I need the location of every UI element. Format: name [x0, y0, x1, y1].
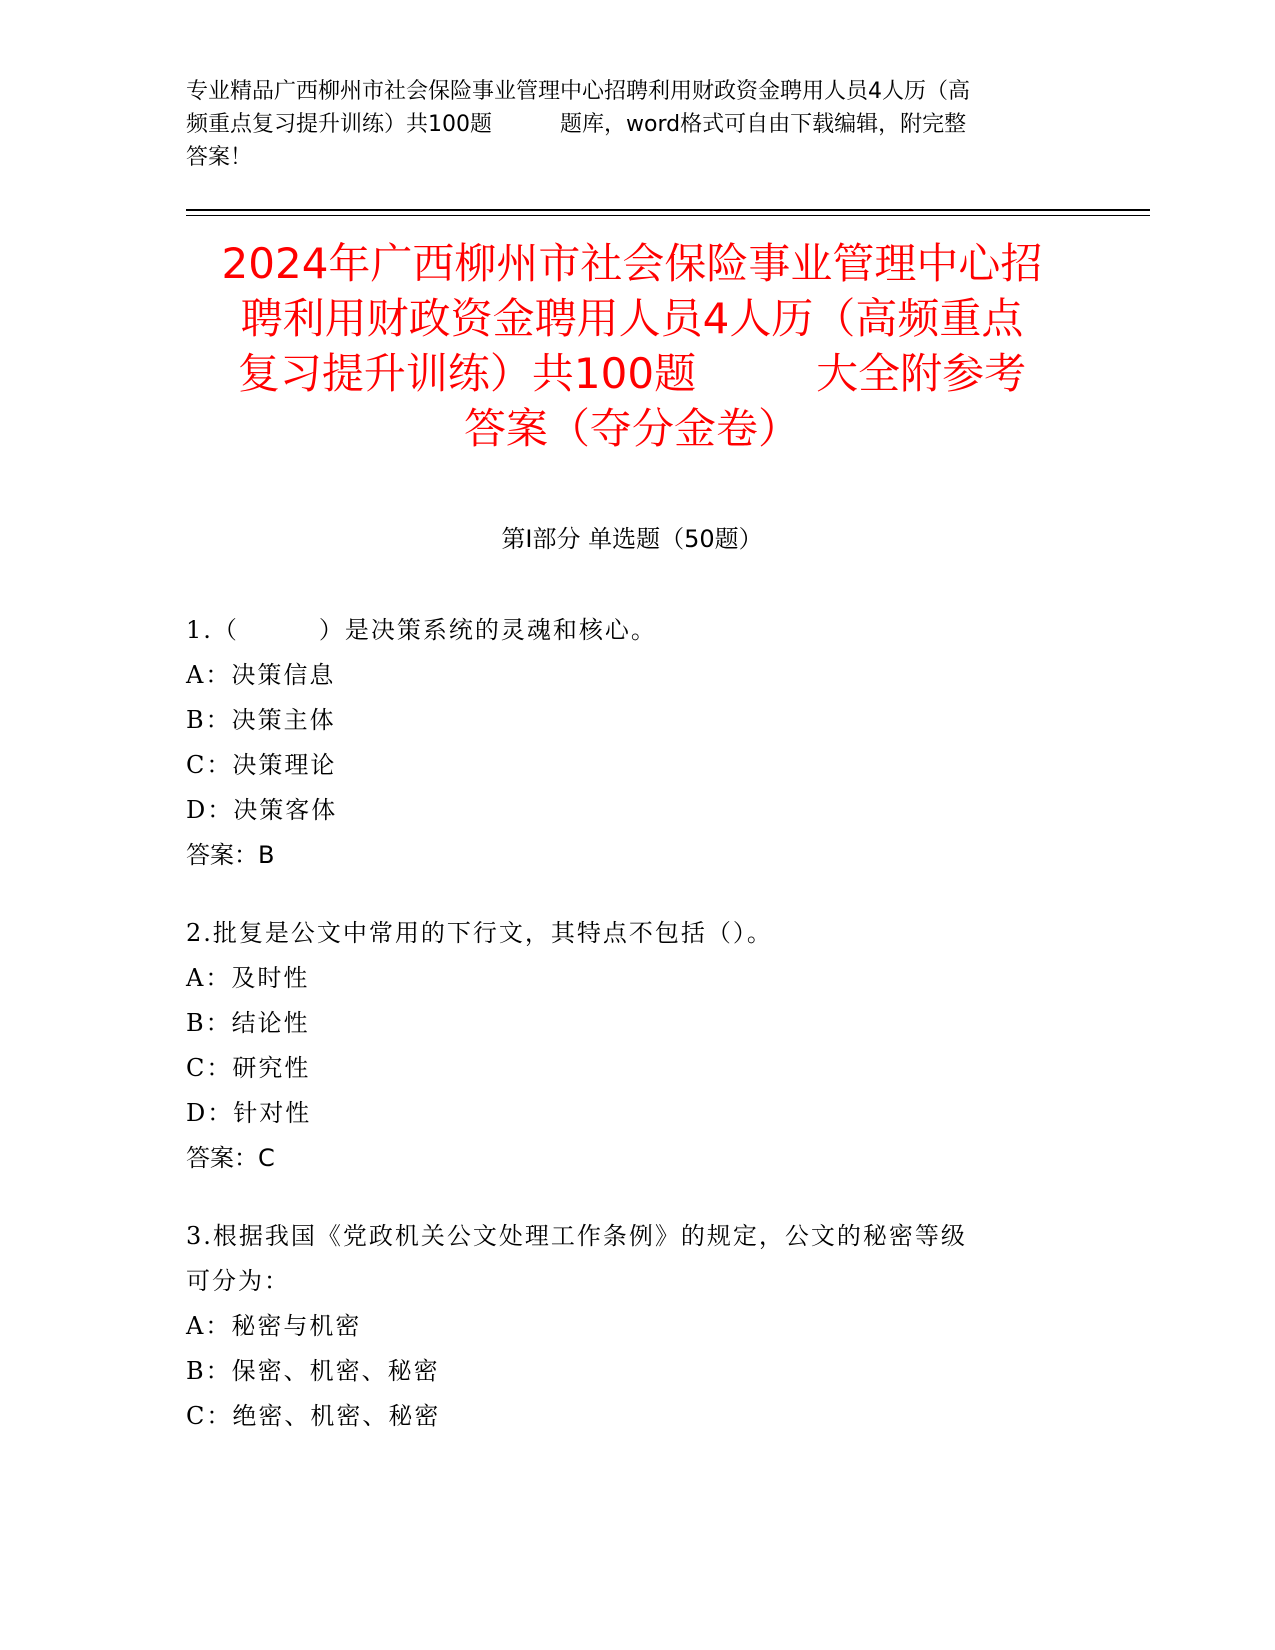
option-b: B：保密、机密、秘密	[186, 1357, 440, 1385]
question-2	[186, 911, 1066, 1181]
question-stem-line-2: 可分为：	[186, 1267, 290, 1295]
answer-text: 答案：C	[186, 1144, 275, 1172]
question-stem-line-1: 3.根据我国《党政机关公文处理工作条例》的规定，公文的秘密等级	[186, 1222, 967, 1250]
title-line-3	[186, 346, 1078, 401]
question-stem-prefix: 1.（	[186, 616, 239, 644]
option-d: D：决策客体	[186, 796, 338, 824]
question-stem-suffix: ）是决策系统的灵魂和核心。	[318, 616, 657, 644]
question-1	[186, 608, 1066, 878]
question-stem	[186, 608, 1066, 653]
option-a: A：决策信息	[186, 661, 336, 689]
document-title	[186, 236, 1078, 456]
option-c: C：研究性	[186, 1054, 311, 1082]
answer-text: 答案：B	[186, 841, 275, 869]
section-title: 第Ⅰ部分 单选题（50题）	[501, 525, 763, 553]
title-line-2: 聘利用财政资金聘用人员4人历（高频重点	[240, 294, 1024, 343]
header-note-line-1: 专业精品广西柳州市社会保险事业管理中心招聘利用财政资金聘用人员4人历（高	[186, 79, 970, 104]
header-divider-thin	[186, 215, 1150, 216]
question-stem: 2.批复是公文中常用的下行文，其特点不包括（）。	[186, 919, 773, 947]
title-line-3-part-1: 复习提升训练）共100题	[237, 349, 697, 398]
header-note-line-2	[186, 108, 1086, 141]
title-line-1: 2024年广西柳州市社会保险事业管理中心招	[221, 239, 1043, 288]
option-d: D：针对性	[186, 1099, 312, 1127]
title-line-4: 答案（夺分金卷）	[463, 404, 800, 453]
question-list	[186, 608, 1066, 1472]
header-note-line-3: 答案！	[186, 145, 253, 170]
header-divider-thick	[186, 209, 1150, 211]
header-note	[186, 75, 1086, 174]
option-b: B：结论性	[186, 1009, 310, 1037]
option-b: B：决策主体	[186, 706, 336, 734]
option-c: C：决策理论	[186, 751, 337, 779]
option-c: C：绝密、机密、秘密	[186, 1402, 441, 1430]
header-note-line-2-part-1: 频重点复习提升训练）共100题	[186, 112, 492, 137]
question-3	[186, 1214, 1066, 1439]
option-a: A：秘密与机密	[186, 1312, 362, 1340]
header-note-line-2-part-2: 题库，word格式可自由下载编辑，附完整	[560, 112, 967, 137]
title-line-3-part-2: 大全附参考	[816, 349, 1027, 398]
option-a: A：及时性	[186, 964, 310, 992]
